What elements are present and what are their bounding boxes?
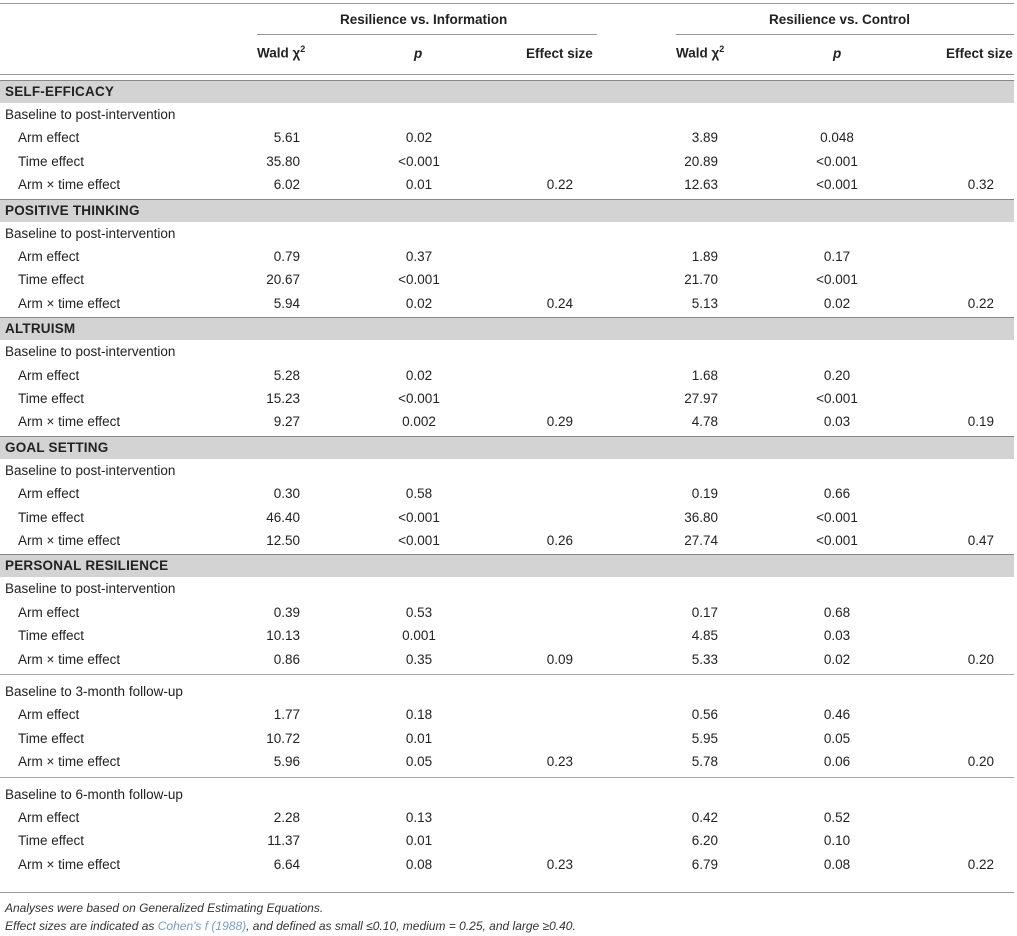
effect-size-control: 0.22 [967, 295, 994, 311]
p-control: <0.001 [816, 272, 858, 288]
wald-info: 10.72 [266, 730, 300, 746]
wald-control: 1.89 [691, 249, 718, 264]
wald-info: 9.27 [273, 414, 300, 430]
wald-info: 5.94 [273, 295, 300, 311]
effect-label: Time effect [18, 628, 85, 644]
effect-label: Time effect [18, 730, 85, 746]
wald-info: 5.61 [273, 130, 300, 146]
p-control: <0.001 [816, 391, 858, 406]
wald-info: 20.67 [266, 272, 300, 288]
effect-label: Arm × time effect [18, 414, 121, 430]
wald-control: 21.70 [684, 272, 718, 288]
table-row [0, 628, 1017, 650]
p-control: 0.03 [823, 628, 851, 644]
p-control: 0.68 [823, 604, 851, 620]
effect-label: Arm × time effect [18, 295, 121, 311]
table-row [0, 391, 1017, 413]
wald-info: 35.80 [266, 153, 300, 169]
table-row [0, 296, 1017, 318]
group-rule-information [257, 34, 597, 35]
group-header-information: Resilience vs. Information [340, 12, 508, 27]
effect-label: Arm effect [18, 707, 80, 723]
period-label: Baseline to 6-month follow-up [5, 786, 183, 802]
wald-control: 5.78 [691, 754, 718, 770]
p-info: 0.001 [402, 628, 436, 644]
effect-label: Arm × time effect [18, 651, 121, 667]
table-row [0, 810, 1017, 832]
effect-label: Arm × time effect [18, 177, 121, 193]
table-row [0, 177, 1017, 199]
p-control: <0.001 [816, 177, 858, 193]
p-control: 0.10 [823, 833, 851, 849]
top-rule [0, 3, 1014, 4]
section-band [0, 80, 1014, 103]
effect-size-info: 0.24 [546, 295, 573, 311]
period-label: Baseline to post-intervention [5, 344, 176, 360]
section-title: ALTRUISM [5, 321, 76, 337]
table-row [0, 833, 1017, 855]
effect-label: Arm effect [18, 810, 80, 825]
table-row [0, 533, 1017, 555]
wald-info: 1.77 [273, 707, 300, 723]
wald-info: 6.64 [273, 856, 300, 872]
p-info: <0.001 [398, 272, 440, 288]
p-info: 0.35 [405, 651, 433, 667]
table-row [0, 731, 1017, 753]
wald-info: 0.86 [273, 651, 300, 667]
effect-label: Arm × time effect [18, 533, 121, 548]
table-row [0, 486, 1017, 508]
p-control: 0.03 [823, 414, 851, 430]
table-row [0, 605, 1017, 627]
table-row [0, 754, 1017, 776]
col-header-wald-2: Wald $\chi^2$ [676, 44, 725, 61]
p-control: <0.001 [816, 509, 858, 525]
p-info: 0.01 [405, 177, 433, 193]
table-row [0, 130, 1017, 152]
effect-label: Arm effect [18, 130, 80, 146]
effect-label: Arm × time effect [18, 754, 121, 770]
effect-size-info: 0.09 [546, 651, 573, 667]
wald-info: 11.37 [267, 833, 300, 849]
p-info: 0.01 [405, 833, 433, 849]
wald-info: 2.28 [273, 810, 300, 825]
wald-control: 3.89 [691, 130, 718, 146]
wald-control: 36.80 [684, 509, 718, 525]
wald-info: 15.23 [266, 391, 300, 406]
p-control: 0.048 [820, 130, 854, 146]
wald-control: 12.63 [684, 177, 718, 193]
p-control: 0.02 [823, 295, 851, 311]
wald-control: 5.33 [691, 651, 718, 667]
effect-size-info: 0.23 [546, 856, 573, 872]
wald-control: 6.20 [691, 833, 718, 849]
period-label: Baseline to 3-month follow-up [5, 684, 183, 699]
p-control: 0.46 [823, 707, 851, 723]
section-band [0, 199, 1014, 222]
effect-label: Time effect [18, 391, 85, 406]
header-rule [0, 74, 1014, 75]
p-info: <0.001 [398, 153, 440, 169]
p-info: 0.18 [405, 707, 433, 723]
wald-control: 4.85 [691, 628, 718, 644]
section-title: PERSONAL RESILIENCE [5, 558, 169, 574]
p-control: 0.52 [823, 810, 851, 825]
table-row [0, 510, 1017, 532]
wald-control: 27.74 [684, 533, 718, 548]
p-info: 0.01 [405, 730, 433, 746]
effect-label: Arm effect [18, 486, 80, 502]
block-rule [0, 777, 1014, 778]
p-control: <0.001 [816, 533, 858, 548]
wald-control: 27.97 [684, 391, 718, 406]
section-band [0, 554, 1014, 577]
col-header-p-2: p [833, 46, 842, 61]
p-info: 0.37 [405, 249, 433, 264]
col-header-p-1: p [414, 46, 423, 61]
effect-size-info: 0.22 [546, 177, 573, 193]
section-title: GOAL SETTING [5, 439, 109, 455]
p-control: 0.20 [823, 367, 851, 383]
p-info: 0.13 [405, 810, 433, 825]
table-row [0, 652, 1017, 674]
effect-size-control: 0.32 [967, 177, 994, 193]
group-header-control: Resilience vs. Control [769, 12, 911, 27]
effect-label: Arm effect [18, 604, 80, 620]
citation-link[interactable]: Cohen's f (1988) [157, 919, 247, 933]
wald-control: 1.68 [691, 367, 718, 383]
wald-info: 0.39 [273, 604, 300, 620]
p-info: 0.02 [405, 130, 433, 146]
wald-control: 0.19 [691, 486, 718, 502]
p-info: <0.001 [398, 533, 440, 548]
p-info: 0.05 [405, 754, 433, 770]
p-info: 0.02 [405, 367, 433, 383]
section-band [0, 317, 1014, 340]
wald-info: 12.50 [266, 533, 300, 548]
table-row [0, 249, 1017, 271]
effect-size-control: 0.22 [967, 856, 994, 872]
group-rule-control [676, 34, 1014, 35]
period-label: Baseline to post-intervention [5, 107, 176, 122]
table-row [0, 368, 1017, 390]
period-label: Baseline to post-intervention [5, 462, 176, 478]
col-header-effect-1: Effect size [526, 46, 593, 61]
wald-info: 5.28 [273, 367, 300, 383]
wald-control: 6.79 [691, 856, 718, 872]
p-info: 0.02 [405, 295, 433, 311]
section-title: POSITIVE THINKING [5, 202, 140, 218]
wald-control: 0.17 [691, 604, 718, 620]
p-control: 0.17 [823, 249, 851, 264]
effect-size-control: 0.20 [967, 651, 994, 667]
effect-size-info: 0.23 [546, 754, 573, 770]
effect-label: Arm effect [18, 249, 80, 264]
wald-control: 0.56 [691, 707, 718, 723]
bottom-rule [0, 892, 1014, 893]
period-label: Baseline to post-intervention [5, 225, 176, 241]
effect-label: Time effect [18, 833, 85, 849]
effect-size-info: 0.26 [546, 533, 573, 548]
effect-size-control: 0.47 [967, 533, 994, 548]
wald-control: 4.78 [691, 414, 718, 430]
footnote-analyses: Analyses were based on Generalized Estimating Equations. [5, 901, 324, 915]
wald-control: 20.89 [684, 153, 718, 169]
table-row [0, 154, 1017, 176]
p-info: 0.58 [405, 486, 433, 502]
section-title: SELF-EFFICACY [5, 84, 115, 99]
col-header-effect-2: Effect size [946, 46, 1013, 61]
table-row [0, 707, 1017, 729]
effect-size-control: 0.20 [967, 754, 994, 770]
footnote-effect-sizes: Effect sizes are indicated as Cohen's f (1988), and defined as small ≤0.10, medium = 0.25, and large ≥0.40. [5, 919, 576, 933]
p-info: 0.53 [405, 604, 433, 620]
block-rule [0, 674, 1014, 675]
col-header-wald-1: Wald $\chi^2$ [257, 44, 306, 61]
p-info: <0.001 [398, 391, 440, 406]
table-row [0, 414, 1017, 436]
effect-size-info: 0.29 [546, 414, 573, 430]
p-info: 0.08 [405, 856, 433, 872]
p-control: 0.08 [823, 856, 851, 872]
effect-size-control: 0.19 [967, 414, 994, 430]
p-info: 0.002 [402, 414, 436, 430]
wald-info: 0.79 [273, 249, 300, 264]
table-row [0, 272, 1017, 294]
wald-info: 46.40 [266, 509, 300, 525]
section-band [0, 436, 1014, 459]
p-control: 0.06 [823, 754, 851, 770]
wald-info: 0.30 [273, 486, 300, 502]
effect-label: Arm × time effect [18, 856, 121, 872]
effect-label: Arm effect [18, 367, 80, 383]
period-label: Baseline to post-intervention [5, 581, 176, 597]
p-control: 0.02 [823, 651, 851, 667]
p-control: 0.66 [823, 486, 851, 502]
effect-label: Time effect [18, 153, 85, 169]
wald-control: 5.95 [691, 730, 718, 746]
effect-label: Time effect [18, 272, 85, 288]
p-control: <0.001 [816, 153, 858, 169]
wald-control: 0.42 [691, 810, 718, 825]
table-row [0, 857, 1017, 879]
p-control: 0.05 [823, 730, 851, 746]
p-info: <0.001 [398, 509, 440, 525]
wald-info: 6.02 [273, 177, 300, 193]
wald-control: 5.13 [691, 295, 718, 311]
wald-info: 5.96 [273, 754, 300, 770]
wald-info: 10.13 [266, 628, 300, 644]
effect-label: Time effect [18, 509, 85, 525]
